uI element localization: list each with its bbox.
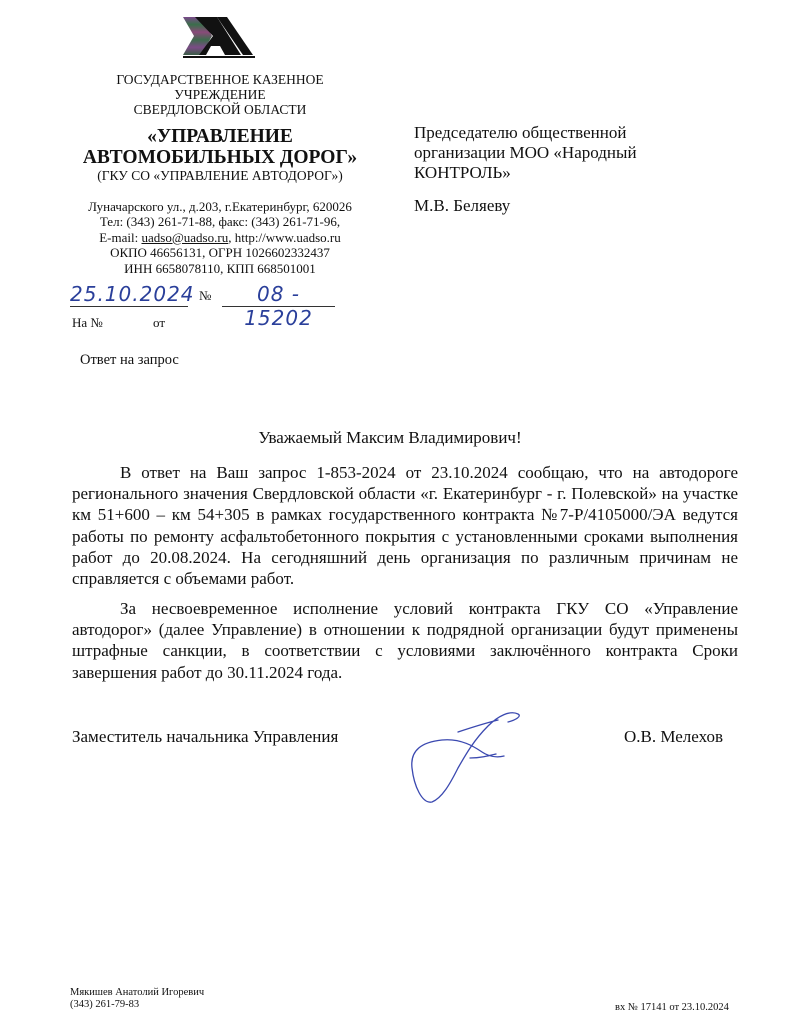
address: Луначарского ул., д.203, г.Екатеринбург, 620026 (88, 199, 352, 214)
organization-type (60, 72, 380, 117)
email-website (60, 230, 380, 245)
organization-contacts (60, 199, 380, 276)
body-paragraph: В ответ на Ваш запрос 1-853-2024 от 23.10.2024 сообщаю, что на автодороге регионального значения Свердловской области «г. Екатеринбург - г. Полевской» на участке км 51+600 – км 54+305 в рамках государственного контракта №7-Р/4105000/ЭА ведутся работы по ремонту асфальтобетонного покрытия с установленными сроками выполнения работ до 20.08.2024. На сегодняшний день организация по различным причинам не справляется с объемами работ. (72, 463, 738, 589)
org-type-line: ГОСУДАРСТВЕННОЕ КАЗЕННОЕ (116, 72, 324, 87)
okpo-ogrn: ОКПО 46656131, ОГРН 1026602332437 (110, 245, 330, 261)
addressee (414, 123, 714, 183)
executor-info (70, 987, 204, 1011)
executor-phone: (343) 261-79-83 (70, 999, 140, 1010)
greeting: Уважаемый Максим Владимирович! (258, 428, 522, 447)
org-type-line: УЧРЕЖДЕНИЕ (174, 87, 266, 102)
registration-number: 08 - 15202 (222, 282, 335, 307)
addressee-name: М.В. Беляеву (414, 196, 511, 215)
organization-short-name: (ГКУ СО «УПРАВЛЕНИЕ АВТОДОРОГ») (97, 168, 343, 183)
body-paragraph: За несвоевременное исполнение условий контракта ГКУ СО «Управление автодорог» (далее Управление) в отношении к подрядной организации будут применены штрафные санкции, в соответствии с условиями заключённого контракта Сроки завершения работ до 30.11.2024 года. (72, 599, 738, 682)
number-sign: № (199, 288, 212, 303)
addressee-line: организации МОО «Народный (414, 143, 637, 162)
email-link[interactable]: uadso@uadso.ru (141, 229, 229, 245)
org-name-line: АВТОМОБИЛЬНЫХ ДОРОГ» (82, 147, 358, 168)
registration-date: 25.10.2024 (70, 282, 195, 306)
org-type-line: СВЕРДЛОВСКОЙ ОБЛАСТИ (133, 102, 307, 117)
handwritten-signature (370, 706, 530, 806)
executor-name: Мякишев Анатолий Игоревич (70, 987, 205, 998)
signer-name: О.В. Мелехов (624, 727, 723, 746)
addressee-line: Председателю общественной (414, 123, 627, 142)
incoming-registration: вх № 17141 от 23.10.2024 (615, 1002, 729, 1013)
reference-number-label: На № (72, 315, 103, 330)
addressee-line: КОНТРОЛЬ» (414, 163, 511, 182)
letter-subject: Ответ на запрос (80, 352, 179, 368)
email-label: E-mail: (99, 229, 142, 245)
phone-fax: Тел: (343) 261-71-88, факс: (343) 261-71-96, (99, 214, 341, 230)
org-name-line: «УПРАВЛЕНИЕ (147, 126, 293, 147)
signer-title: Заместитель начальника Управления (72, 727, 339, 746)
organization-logo (181, 12, 261, 60)
inn-kpp: ИНН 6658078110, КПП 668501001 (124, 260, 316, 276)
website: , http://www.uadso.ru (228, 229, 341, 245)
organization-name (60, 126, 380, 168)
reference-date-label: от (153, 315, 166, 330)
